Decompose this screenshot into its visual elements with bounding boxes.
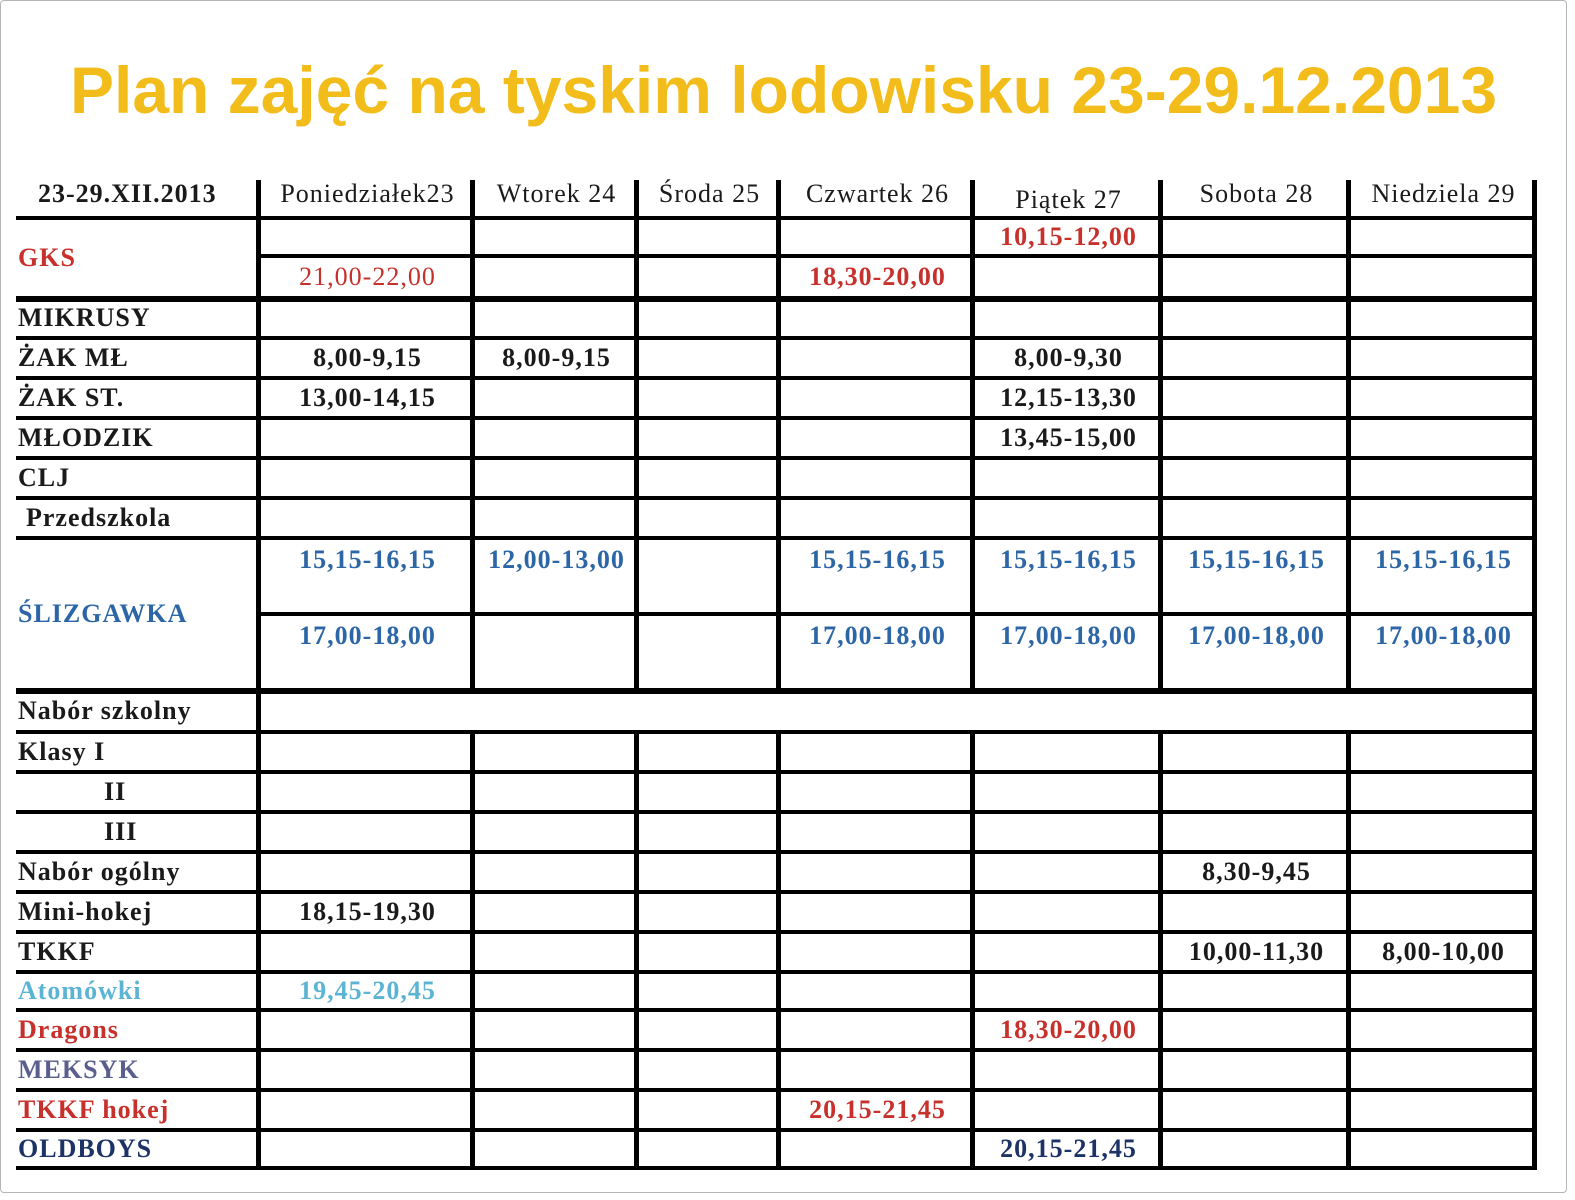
day-header: Czwartek 26 <box>805 179 950 208</box>
time-slot: 17,00-18,00 <box>1000 621 1137 650</box>
time-slot: 15,15-16,15 <box>1000 545 1137 574</box>
column-divider <box>776 730 781 1168</box>
time-slot: 17,00-18,00 <box>1188 621 1325 650</box>
row-label: Atomówki <box>18 976 142 1005</box>
column-divider <box>470 730 475 1168</box>
column-divider <box>1346 180 1351 690</box>
page-title: Plan zajęć na tyskim lodowisku 23-29.12.2013 <box>69 53 1498 127</box>
row-label: ŻAK MŁ <box>18 343 129 372</box>
time-slot: 21,00-22,00 <box>299 262 436 291</box>
row-label: TKKF <box>18 937 96 966</box>
row-label: TKKF hokej <box>18 1095 170 1124</box>
time-slot: 15,15-16,15 <box>1375 545 1512 574</box>
time-slot: 13,45-15,00 <box>1000 423 1137 452</box>
row-label: Klasy I <box>18 737 106 766</box>
column-divider <box>470 180 475 690</box>
row-label: Dragons <box>18 1015 119 1044</box>
row-label: Mini-hokej <box>18 897 153 926</box>
row-label: MŁODZIK <box>18 423 154 452</box>
day-header: Poniedziałek23 <box>280 179 455 208</box>
time-slot: 15,15-16,15 <box>1188 545 1325 574</box>
column-divider <box>1158 730 1163 1168</box>
day-header: Niedziela 29 <box>1371 179 1516 208</box>
time-slot: 10,15-12,00 <box>1000 222 1137 251</box>
row-label: III <box>104 817 138 846</box>
time-slot: 18,30-20,00 <box>1000 1015 1137 1044</box>
column-divider <box>1346 730 1351 1168</box>
time-slot: 20,15-21,45 <box>809 1095 946 1124</box>
column-divider <box>256 180 261 1168</box>
time-slot: 12,15-13,30 <box>1000 383 1137 412</box>
column-divider <box>776 180 781 690</box>
time-slot: 10,00-11,30 <box>1188 937 1325 966</box>
time-slot: 15,15-16,15 <box>809 545 946 574</box>
time-slot: 12,00-13,00 <box>488 545 625 574</box>
row-label: Nabór ogólny <box>18 857 181 886</box>
row-label: OLDBOYS <box>18 1134 153 1163</box>
column-divider <box>634 180 639 690</box>
time-slot: 8,00-10,00 <box>1382 937 1505 966</box>
time-slot: 19,45-20,45 <box>299 976 436 1005</box>
time-slot: 17,00-18,00 <box>809 621 946 650</box>
day-header: Sobota 28 <box>1199 179 1314 208</box>
time-slot: 8,00-9,15 <box>313 343 422 372</box>
row-label: ŻAK ST. <box>18 383 125 412</box>
time-slot: 18,15-19,30 <box>299 897 436 926</box>
time-slot: 20,15-21,45 <box>1000 1134 1137 1163</box>
row-label: MEKSYK <box>18 1055 140 1084</box>
row-label: Nabór szkolny <box>18 696 192 725</box>
row-label: ŚLIZGAWKA <box>18 599 188 628</box>
time-slot: 17,00-18,00 <box>1375 621 1512 650</box>
day-header: Piątek 27 <box>1015 185 1122 214</box>
column-divider <box>970 180 975 690</box>
column-divider <box>1532 180 1537 1168</box>
day-header: Wtorek 24 <box>496 179 617 208</box>
time-slot: 13,00-14,15 <box>299 383 436 412</box>
row-label: Przedszkola <box>26 503 172 532</box>
column-divider <box>634 730 639 1168</box>
row-label: GKS <box>18 243 76 272</box>
column-divider <box>1158 180 1163 690</box>
column-divider <box>970 730 975 1168</box>
time-slot: 8,00-9,15 <box>502 343 611 372</box>
corner-date-label: 23-29.XII.2013 <box>38 179 217 208</box>
row-label: CLJ <box>18 463 71 492</box>
time-slot: 8,30-9,45 <box>1202 857 1311 886</box>
time-slot: 18,30-20,00 <box>809 262 946 291</box>
row-label: MIKRUSY <box>18 303 151 332</box>
row-label: II <box>104 777 127 806</box>
time-slot: 8,00-9,30 <box>1014 343 1123 372</box>
time-slot: 17,00-18,00 <box>299 621 436 650</box>
time-slot: 15,15-16,15 <box>299 545 436 574</box>
day-header: Środa 25 <box>658 179 761 208</box>
